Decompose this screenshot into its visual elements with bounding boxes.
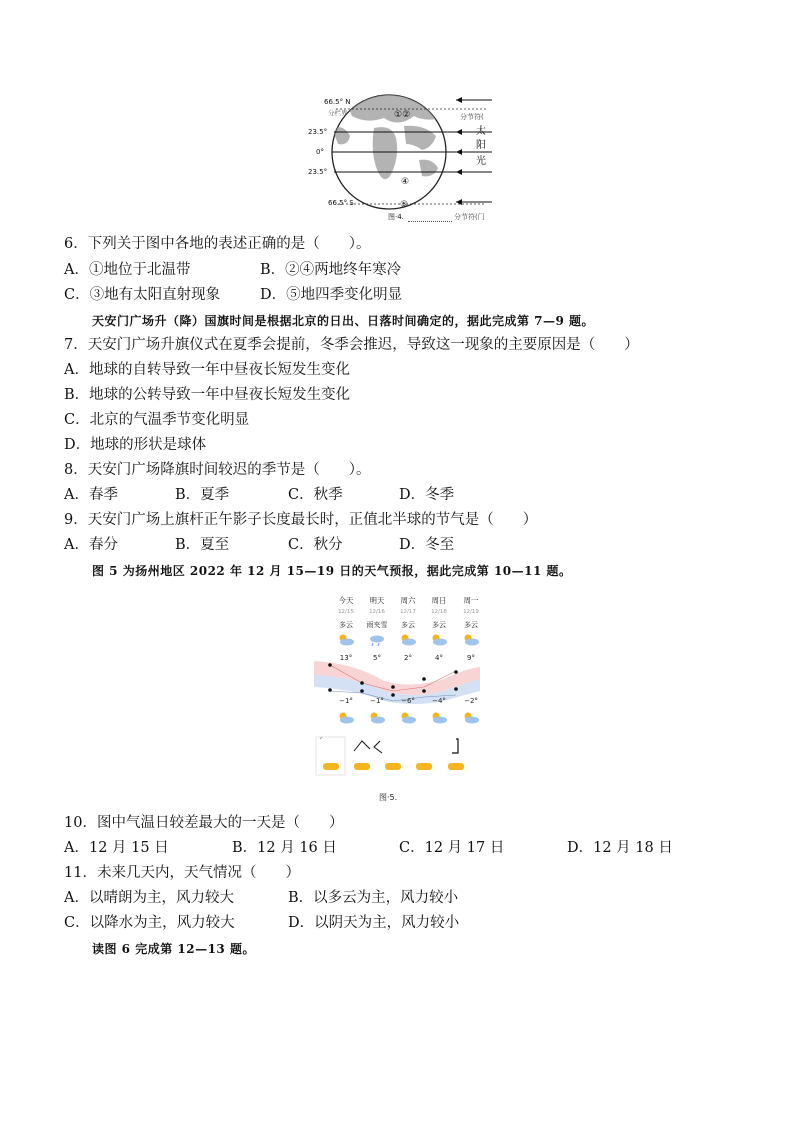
weather-high: 9° [467,654,475,662]
partly-cloudy-icon [424,633,454,647]
partly-cloudy-icon [331,633,361,647]
q6-options-row2 [64,285,764,305]
figure4-caption: 图·4. [388,213,404,221]
weather-day-label: 周日 [431,596,447,605]
q10-stem: 10．图中气温日较差最大的一天是（ ） [64,815,344,831]
marker-1-2: ①② [394,110,411,120]
weather-condition: 多云 [464,621,478,629]
weather-low: −6° [401,697,415,705]
q9-option-a[interactable]: A．春分 [64,537,118,553]
lat-label-23n: 23.5° [308,128,328,136]
weather-date: 12/19 [463,609,479,615]
weather-low: −1° [339,697,353,705]
weather-day-label: 明天 [369,596,385,605]
q11-option-c[interactable]: C．以降水为主，风力较大 [64,915,235,931]
weather-detail-button[interactable] [385,763,401,770]
weather-date: 12/15 [338,609,354,615]
q6-stem: 6．下列关于图中各地的表述正确的是（ ）。 [64,236,371,252]
lat-label-23s: 23.5° [308,168,328,176]
weather-low: −2° [464,697,478,705]
weather-date: 12/17 [400,609,416,615]
sun-label-1: 太 [476,126,486,137]
q7-option-a[interactable]: A．地球的自转导致一年中昼夜长短发生变化 [64,362,350,378]
dotted-rule [408,212,452,222]
partly-cloudy-night-icon [331,711,361,725]
weather-day-label: 周一 [463,596,479,605]
q11-stem: 11．未来几天内，天气情况（ ） [64,865,300,881]
q6-option-d[interactable]: D．⑤地四季变化明显 [260,287,403,303]
marker-4: ④ [401,177,410,187]
q11-options-row2 [64,913,764,933]
lat-label-66n: 66.5° N [324,98,351,106]
lat-label-0: 0° [316,148,324,156]
q8-options [64,485,764,505]
lead-7-9: 天安门广场升（降）国旗时间是根据北京的日出、日落时间确定的，据此完成第 7—9 题。 [92,314,595,328]
lead-10-11: 图 5 为扬州地区 2022 年 12 月 15—19 日的天气预报，据此完成第 10—11 题。 [92,564,572,578]
weather-day-label: 周六 [400,596,416,605]
lat-label-66s: 66.5° S [328,199,354,207]
q6-option-b[interactable]: B．②④两地终年寒冷 [260,262,402,278]
weather-condition: 多云 [432,621,446,629]
marker-5: ⑤ [400,200,409,210]
q6-option-a[interactable]: A．①地位于北温带 [64,262,191,278]
q10-option-b[interactable]: B．12 月 16 日 [232,840,337,856]
q8-option-a[interactable]: A．春季 [64,487,118,503]
cloudy-night-icon [362,711,392,725]
lead-12-13: 读图 6 完成第 12—13 题。 [92,942,255,956]
q8-stem: 8．天安门广场降旗时间较迟的季节是（ ）。 [64,462,371,478]
partly-cloudy-icon [456,633,486,647]
weather-high: 13° [339,654,353,662]
weather-day-label: 今天 [338,596,354,605]
partly-cloudy-night-icon [424,711,454,725]
weather-detail-button[interactable] [448,763,464,770]
sun-label-2: 阳 [476,140,486,151]
right-note-bottom: 分节符(门 [454,213,485,221]
sleet-icon [362,633,392,647]
q8-option-c[interactable]: C．秋季 [288,487,343,503]
q6-option-c[interactable]: C．③地有太阳直射现象 [64,287,221,303]
sun-label-3: 光 [476,156,486,167]
weather-date: 12/18 [431,609,447,615]
partly-cloudy-night-icon [456,711,486,725]
q11-option-b[interactable]: B．以多云为主，风力较小 [288,890,459,906]
q10-option-a[interactable]: A．12 月 15 日 [64,840,169,856]
figure-4 [304,88,504,226]
figure5-caption: 图·5. [379,793,398,802]
q7-option-c[interactable]: C．北京的气温季节变化明显 [64,412,250,428]
weather-date: 12/16 [369,609,385,615]
weather-low: −4° [432,697,446,705]
weather-high: 2° [404,654,412,662]
q7-stem: 7．天安门广场升旗仪式在夏季会提前，冬季会推迟，导致这一现象的主要原因是（ ） [64,337,639,353]
left-note: 分栏界 [328,109,348,117]
weather-detail-button[interactable] [354,763,370,770]
q9-option-c[interactable]: C．秋分 [288,537,343,553]
weather-condition: 多云 [401,621,415,629]
weather-forecast-widget [314,591,480,777]
q9-option-b[interactable]: B．夏至 [175,537,230,553]
q11-options-row1 [64,888,764,908]
weather-low: −1° [370,697,384,705]
q8-option-b[interactable]: B．夏季 [175,487,230,503]
q9-options [64,535,764,555]
q10-options [64,838,764,858]
weather-detail-button[interactable] [323,763,339,770]
partly-cloudy-night-icon [393,711,423,725]
q11-option-a[interactable]: A．以晴朗为主，风力较大 [64,890,234,906]
weather-high: 4° [435,654,443,662]
right-note-top: 分节符( [460,113,484,121]
q6-options-row1 [64,260,764,280]
weather-condition: 雨夹雪 [366,621,388,629]
weather-detail-button[interactable] [416,763,432,770]
weather-condition: 多云 [339,621,353,629]
weather-bands [314,591,480,777]
q11-option-d[interactable]: D．以阴天为主，风力较小 [288,915,460,931]
q8-option-d[interactable]: D．冬季 [399,487,455,503]
q7-option-d[interactable]: D．地球的形状是球体 [64,437,207,453]
q7-option-b[interactable]: B．地球的公转导致一年中昼夜长短发生变化 [64,387,351,403]
partly-cloudy-icon [393,633,423,647]
q10-option-c[interactable]: C．12 月 17 日 [399,840,505,856]
weather-high: 5° [373,654,381,662]
q9-stem: 9．天安门广场上旗杆正午影子长度最长时，正值北半球的节气是（ ） [64,512,538,528]
q9-option-d[interactable]: D．冬至 [399,537,455,553]
q10-option-d[interactable]: D．12 月 18 日 [567,840,673,856]
